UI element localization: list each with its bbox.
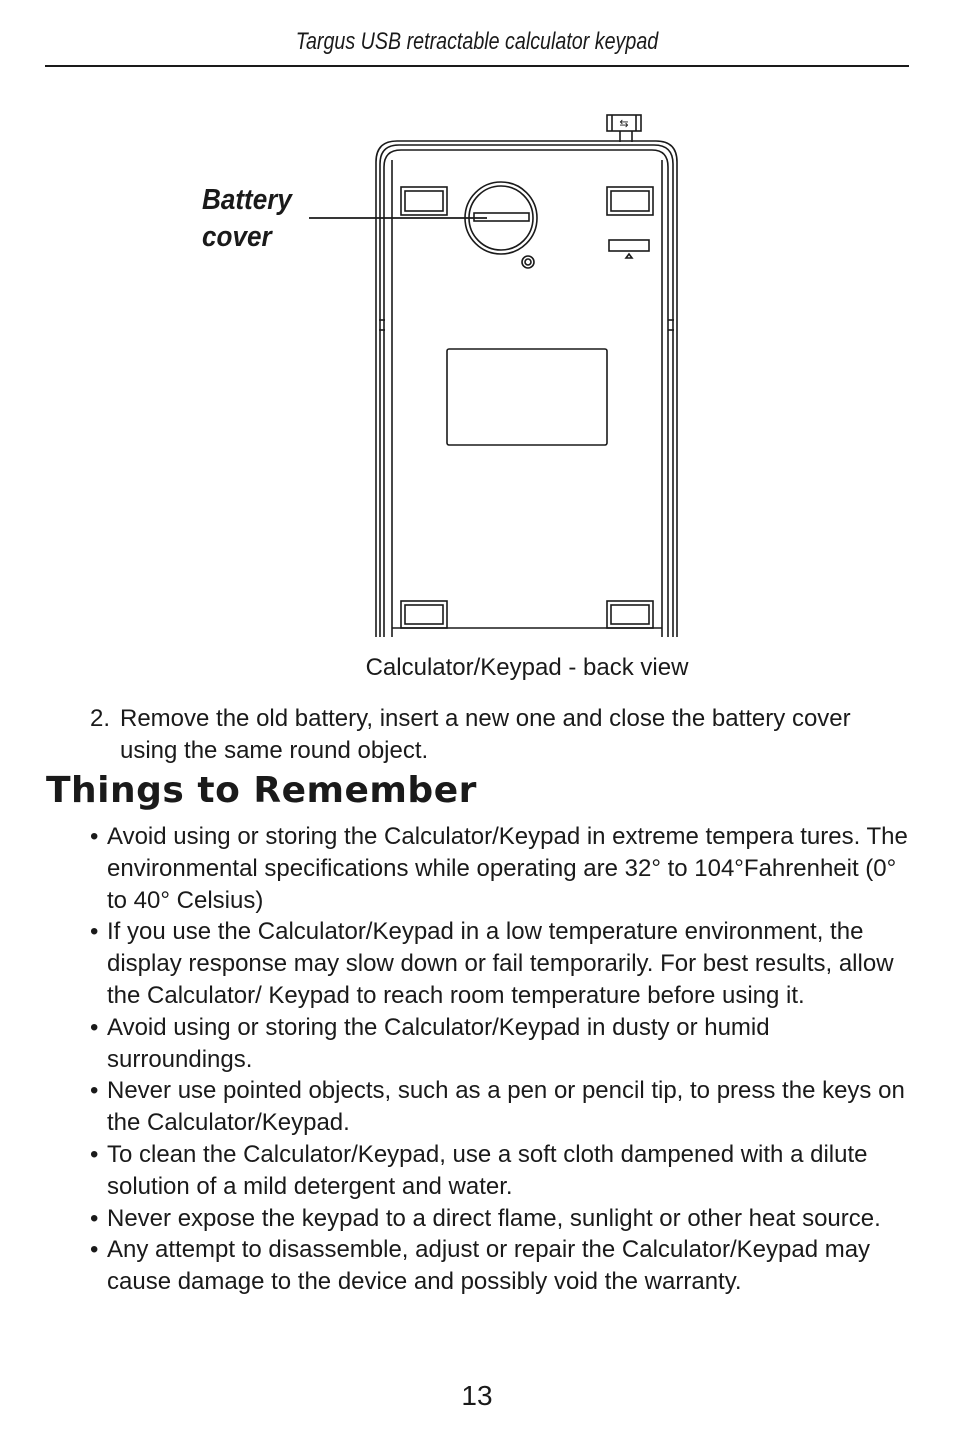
- list-item: [90, 916, 920, 1011]
- step-number: 2.: [90, 705, 111, 732]
- list-item-text: Never use pointed objects, such as a pen or pencil tip, to press the keys on the Calculator/Keypad.: [107, 1077, 905, 1137]
- list-item: [90, 1234, 920, 1298]
- bullet-icon: •: [90, 1140, 99, 1168]
- page-number: 13: [461, 1380, 493, 1411]
- list-item: [90, 821, 920, 916]
- list-item-text: Avoid using or storing the Calculator/Keypad in extreme tempera tures. The environmental specifications while operating are 32° to 104°Fahrenheit (0° to 40° Celsius): [107, 823, 908, 914]
- calculator-back-illustration: [0, 0, 954, 650]
- rubber-foot-top-right: [607, 187, 653, 215]
- bullet-icon: •: [90, 918, 99, 946]
- list-item: [90, 1012, 920, 1076]
- rubber-foot-bottom-left: [401, 601, 447, 628]
- rubber-foot-bottom-right: [607, 601, 653, 628]
- list-item-text: Avoid using or storing the Calculator/Keypad in dusty or humid surroundings.: [107, 1013, 770, 1073]
- list-item-text: To clean the Calculator/Keypad, use a soft cloth dampened with a dilute solution of a mild detergent and water.: [107, 1140, 868, 1200]
- bullet-icon: •: [90, 1077, 99, 1105]
- callout-line-1: Battery: [202, 184, 292, 216]
- section-title: Things to Remember: [46, 770, 477, 811]
- bullet-icon: •: [90, 1204, 99, 1232]
- screw-icon: [522, 256, 534, 268]
- usb-connector: [607, 115, 641, 142]
- step-text-line-2: using the same round object.: [120, 737, 429, 764]
- list-item: [90, 1139, 920, 1203]
- list-item-text: Any attempt to disassemble, adjust or repair the Calculator/Keypad may cause damage to the device and possibly void the warranty.: [107, 1236, 871, 1296]
- battery-cover-callout: [202, 182, 292, 256]
- step-text-line-1: Remove the old battery, insert a new one and close the battery cover: [120, 705, 851, 732]
- bullet-icon: •: [90, 1236, 99, 1264]
- label-area: [447, 349, 607, 445]
- list-item-text: Never expose the keypad to a direct flame, sunlight or other heat source.: [107, 1204, 881, 1232]
- list-item: [90, 1203, 920, 1235]
- figure-caption: Calculator/Keypad - back view: [365, 654, 689, 681]
- svg-text:⇆: ⇆: [619, 117, 629, 130]
- bullet-icon: •: [90, 823, 99, 850]
- list-item: [90, 1075, 920, 1139]
- callout-line-2: cover: [202, 221, 272, 253]
- bullet-icon: •: [90, 1013, 99, 1041]
- step-2: [90, 703, 940, 767]
- list-item-text: If you use the Calculator/Keypad in a low temperature environment, the display response may slow down or fail temporarily. For best results, allow the Calculator/ Keypad to reach room temperature before using it.: [107, 918, 894, 1009]
- calculator-back-view-figure: [0, 0, 954, 650]
- switch-slot: [609, 240, 649, 258]
- running-header: Targus USB retractable calculator keypad: [295, 28, 659, 55]
- remember-list: [90, 821, 920, 1298]
- rubber-foot-top-left: [401, 187, 447, 215]
